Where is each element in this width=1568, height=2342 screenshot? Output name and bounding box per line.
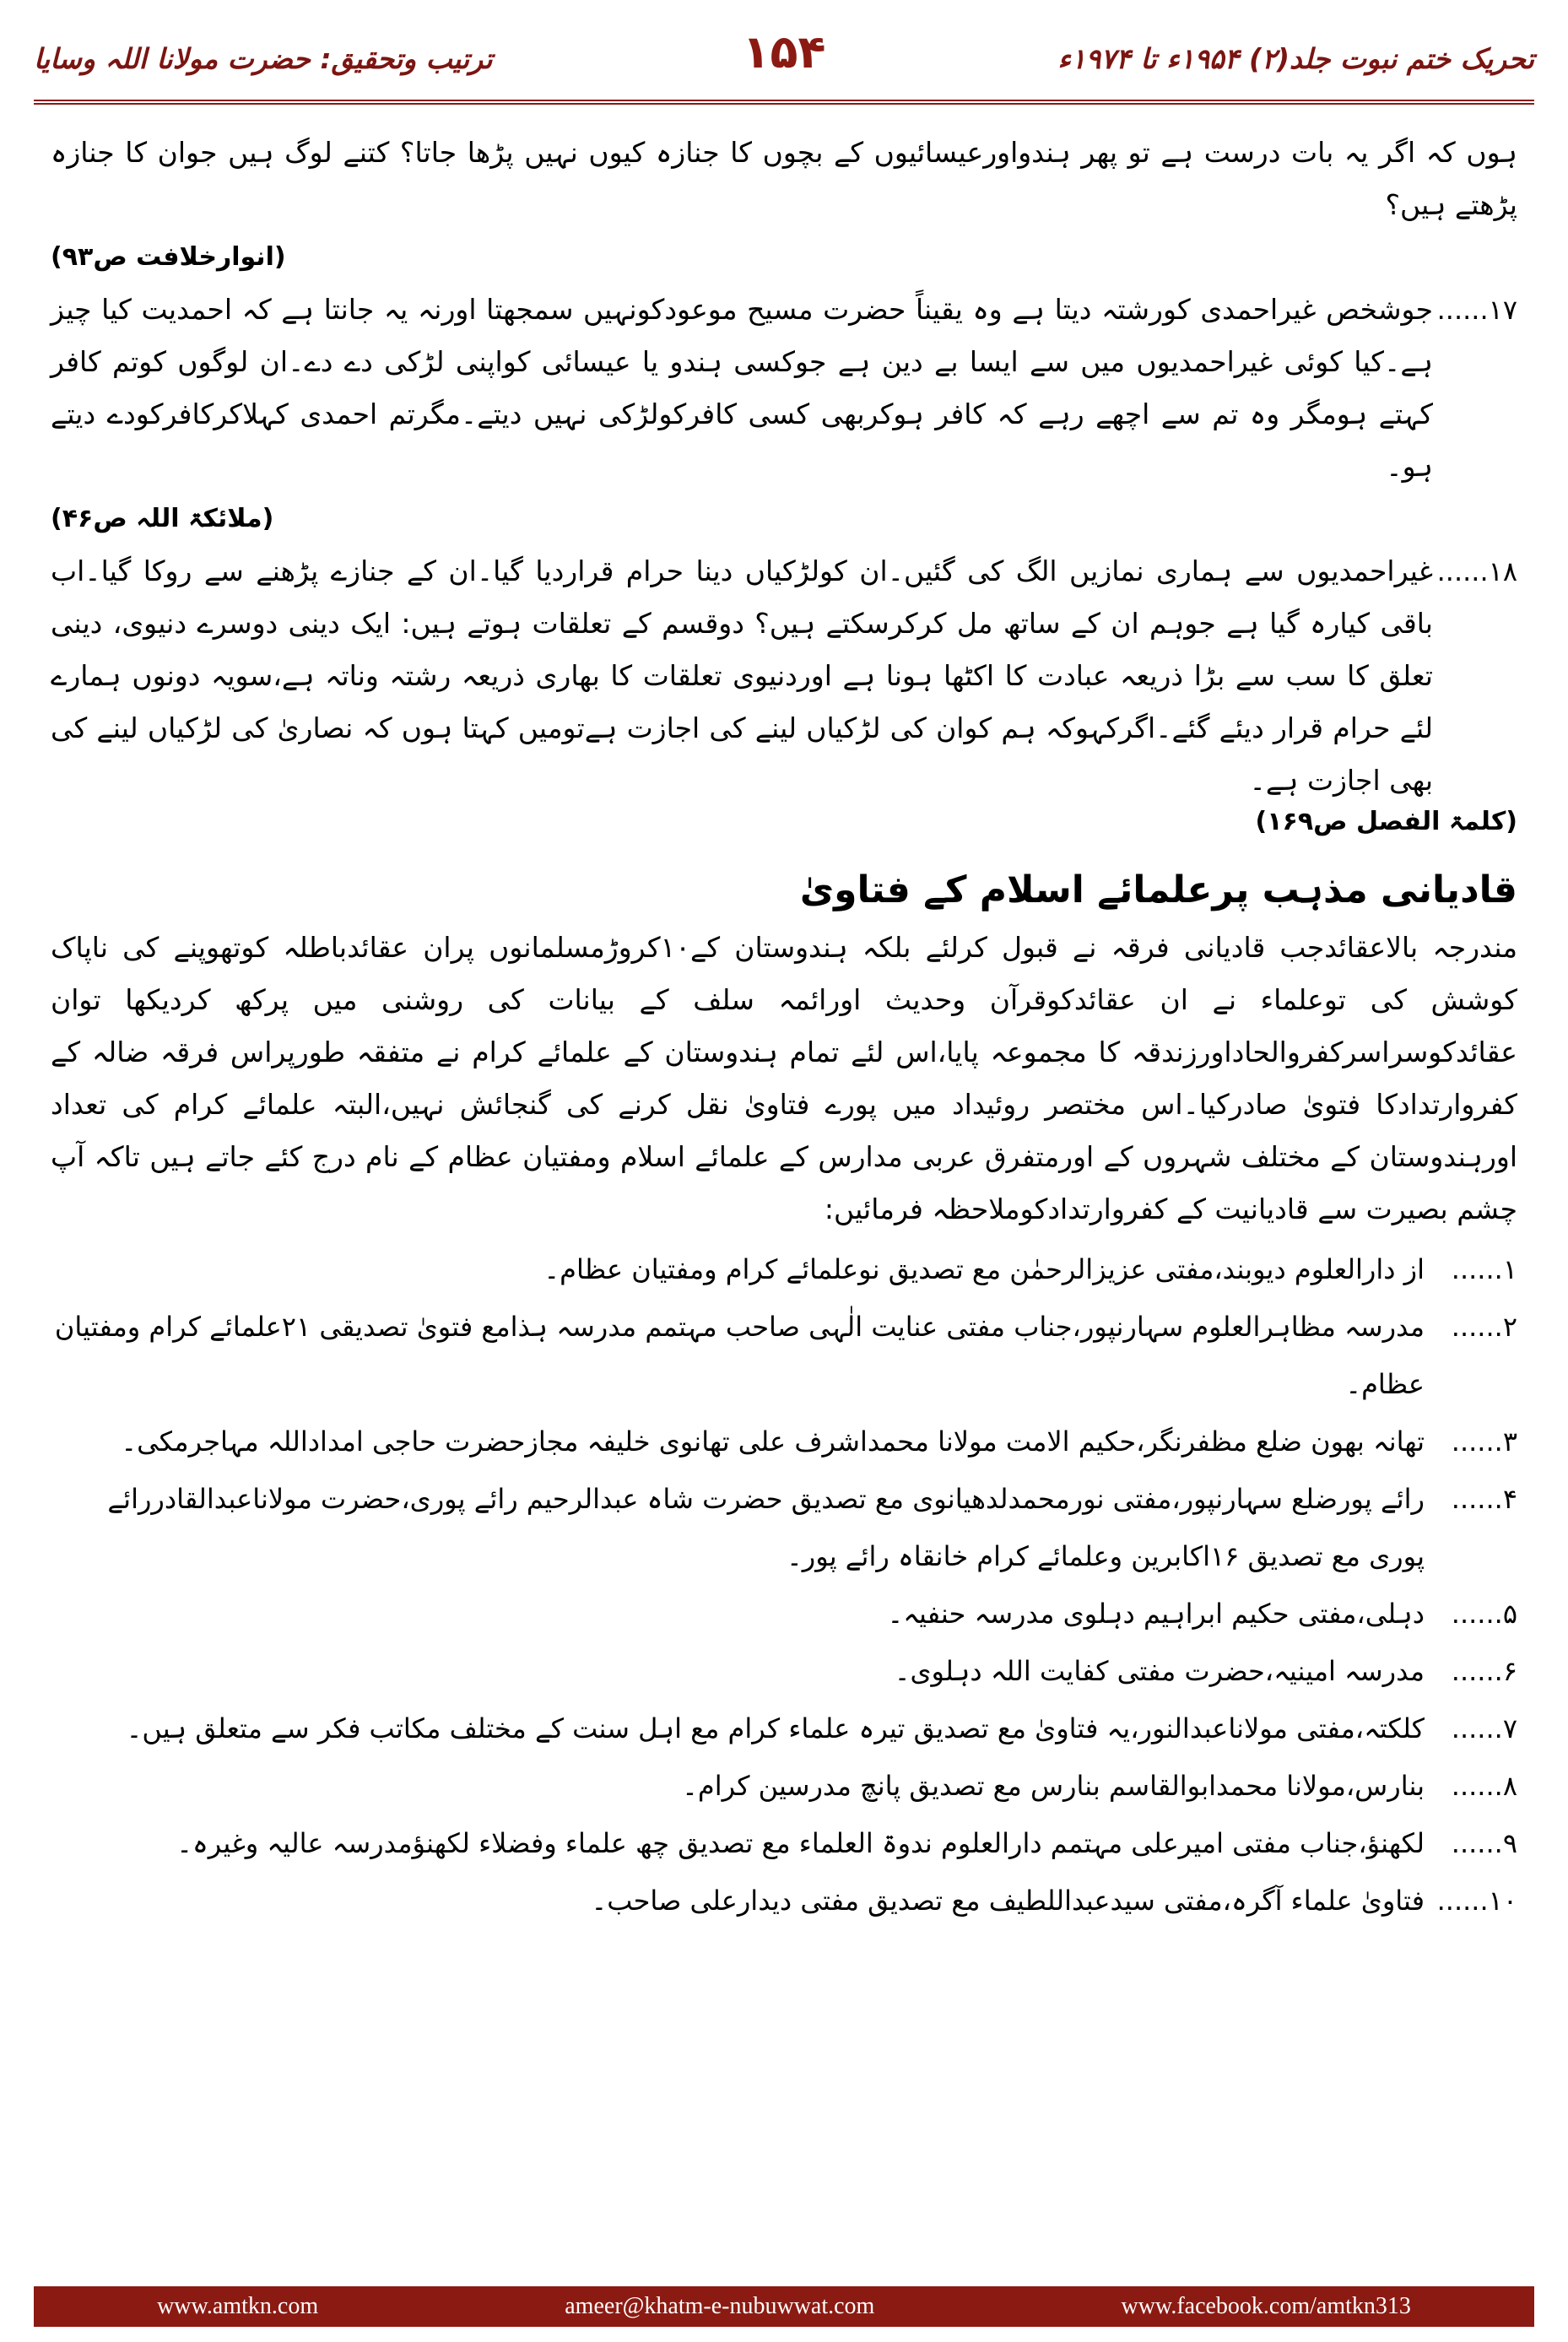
quote-reference: (کلمۃ الفصل ص۱۶۹) <box>1255 807 1517 836</box>
quote-item <box>51 545 1517 807</box>
list-item <box>51 1815 1517 1872</box>
page-number: ۱۵۴ <box>742 25 826 78</box>
facebook-link[interactable]: www.facebook.com/amtkn313 <box>1121 2293 1411 2319</box>
list-text: رائے پورضلع سہارنپور،مفتی نورمحمدلدھیانوی مع تصدیق حضرت شاہ عبدالرحیم رائے پوری،حضرت مولاناعبدالقادررائے پوری مع تصدیق ۱۶اکابرین وعلمائے کرام خانقاہ رائے پور۔ <box>107 1483 1425 1572</box>
list-number: ۴...... <box>1451 1483 1517 1515</box>
list-text: مدرسہ امینیہ،حضرت مفتی کفایت اللہ دہلوی۔ <box>894 1655 1425 1687</box>
intro-paragraph <box>51 127 1517 284</box>
list-text: کلکتہ،مفتی مولاناعبدالنور،یہ فتاویٰ مع تصدیق تیرہ علماء کرام مع اہل سنت کے مختلف مکاتب فکر سے متعلق ہیں۔ <box>126 1712 1425 1744</box>
page-footer <box>34 2286 1534 2327</box>
list-text: از دارالعلوم دیوبند،مفتی عزیزالرحمٰن مع تصدیق نوعلمائے کرام ومفتیان عظام۔ <box>543 1253 1425 1285</box>
quote-number: ۱۸...... <box>1436 555 1517 587</box>
list-item <box>51 1298 1517 1413</box>
list-item <box>51 1241 1517 1298</box>
list-number: ۸...... <box>1451 1770 1517 1802</box>
intro-text: ہوں کہ اگر یہ بات درست ہے تو پھر ہندواورعیسائیوں کے بچوں کا جنازہ کیوں نہیں پڑھا جاتا؟ کتنے لوگ ہیں جوان کا جنازہ پڑھتے ہیں؟ <box>51 136 1517 221</box>
list-number: ۱۰...... <box>1436 1885 1517 1917</box>
section-heading: قادیانی مذہب پرعلمائے اسلام کے فتاویٰ <box>799 868 1517 911</box>
list-item <box>51 1700 1517 1757</box>
list-text: بنارس،مولانا محمدابوالقاسم بنارس مع تصدیق پانچ مدرسین کرام۔ <box>682 1770 1425 1802</box>
section-text: مندرجہ بالاعقائدجب قادیانی فرقہ نے قبول کرلئے بلکہ ہندوستان کے۱۰کروڑمسلمانوں پران عقائدباطلہ کوتھوپنے کی ناپاک کوشش کی توعلماء نے ان عقائدکوقرآن وحدیث اورائمہ سلف کے بیانات کی روشنی میں پرکھ کردیکھا توان عقائدکوسراسرکفروالحاداورزندقہ کا مجموعہ پایا،اس لئے تمام ہندوستان کے علمائے کرام نے متفقہ طورپراس فرقہ ضالہ کے کفروارتدادکا فتویٰ صادرکیا۔اس مختصر روئیداد میں پورے فتاویٰ نقل کرنے کی گنجائش نہیں،البتہ علمائے کرام کی تعداد اورہندوستان کے مختلف شہروں کے اورمتفرق عربی مدارس کے علمائے اسلام ومفتیان عظام کے نام درج کئے جاتے ہیں تاکہ آپ چشم بصیرت سے قادیانیت کے کفروارتدادکوملاحظہ فرمائیں: <box>51 931 1517 1225</box>
quote-number: ۱۷...... <box>1436 294 1517 326</box>
list-text: دہلی،مفتی حکیم ابراہیم دہلوی مدرسہ حنفیہ۔ <box>887 1598 1425 1630</box>
email-link[interactable]: ameer@khatm-e-nubuwwat.com <box>565 2293 875 2319</box>
list-item <box>51 1470 1517 1585</box>
list-number: ۲...... <box>1451 1311 1517 1343</box>
list-text: مدرسہ مظاہرالعلوم سہارنپور،جناب مفتی عنایت الٰہی صاحب مہتمم مدرسہ ہذامع فتویٰ تصدیقی ۲۱علمائے کرام ومفتیان عظام۔ <box>54 1311 1425 1400</box>
page-header <box>34 25 1534 93</box>
list-text: تھانہ بھون ضلع مظفرنگر،حکیم الامت مولانا محمداشرف علی تھانوی خلیفہ مجازحضرت حاجی امداداللہ مہاجرمکی۔ <box>121 1425 1425 1458</box>
list-item <box>51 1757 1517 1815</box>
intro-reference: (انوارخلافت ص۹۳) <box>51 242 286 272</box>
list-item <box>51 1872 1517 1929</box>
section-paragraph <box>51 922 1517 1236</box>
header-divider <box>34 100 1534 105</box>
list-number: ۱...... <box>1451 1253 1517 1285</box>
fatwa-list <box>51 1241 1517 1929</box>
quote-text: غیراحمدیوں سے ہماری نمازیں الگ کی گئیں۔ان کولڑکیاں دینا حرام قراردیا گیا۔ان کے جنازے پڑھنے سے روکا گیا۔اب باقی کیارہ گیا ہے جوہم ان کے ساتھ مل کرکرسکتے ہیں؟ دوقسم کے تعلقات ہوتے ہیں: ایک دینی دوسرے دنیوی، دینی تعلق کا سب سے بڑا ذریعہ عبادت کا اکٹھا ہونا ہے اوردنیوی تعلقات کا بھاری ذریعہ رشتہ وناتہ ہے،سویہ دونوں ہمارے لئے حرام قرار دیئے گئے۔اگرکہوکہ ہم کوان کی لڑکیاں لینے کی اجازت ہےتومیں کہتا ہوں کہ نصاریٰ کی لڑکیاں لینے کی بھی اجازت ہے۔ <box>51 554 1433 797</box>
list-number: ۹...... <box>1451 1827 1517 1859</box>
website-link[interactable]: www.amtkn.com <box>157 2293 319 2319</box>
list-number: ۶...... <box>1451 1655 1517 1687</box>
book-title: تحریک ختم نبوت جلد(۲) ۱۹۵۴ء تا ۱۹۷۴ء <box>1057 42 1534 75</box>
list-number: ۳...... <box>1451 1425 1517 1458</box>
quote-text: جوشخص غیراحمدی کورشتہ دیتا ہے وہ یقیناً حضرت مسیح موعودکونہیں سمجھتا اورنہ یہ جانتا ہے کہ احمدیت کیا چیز ہے۔کیا کوئی غیراحمدیوں میں سے ایسا بے دین ہے جوکسی ہندو یا عیسائی کواپنی لڑکی دے دے۔ان لوگوں کوتم کافر کہتے ہومگر وہ تم سے اچھے رہے کہ کافر ہوکربھی کسی کافرکولڑکی نہیں دیتے۔مگرتم احمدی کہلاکرکافرکودے دیتے ہو۔ <box>51 293 1433 483</box>
quote-item <box>51 284 1517 545</box>
list-text: فتاویٰ علماء آگرہ،مفتی سیدعبداللطیف مع تصدیق مفتی دیدارعلی صاحب۔ <box>591 1885 1425 1917</box>
list-item <box>51 1585 1517 1642</box>
list-item <box>51 1642 1517 1700</box>
list-text: لکھنؤ،جناب مفتی امیرعلی مہتمم دارالعلوم ندوۃ العلماء مع تصدیق چھ علماء وفضلاء لکھنؤمدرسہ عالیہ وغیرہ۔ <box>176 1827 1425 1859</box>
list-number: ۵...... <box>1451 1598 1517 1630</box>
compiler-credit: ترتیب وتحقیق: حضرت مولانا اللہ وسایا <box>34 42 493 75</box>
list-item <box>51 1413 1517 1470</box>
list-number: ۷...... <box>1451 1712 1517 1744</box>
page-body <box>51 127 1517 1929</box>
quote-reference: (ملائکۃ اللہ ص۴۶) <box>51 504 274 533</box>
